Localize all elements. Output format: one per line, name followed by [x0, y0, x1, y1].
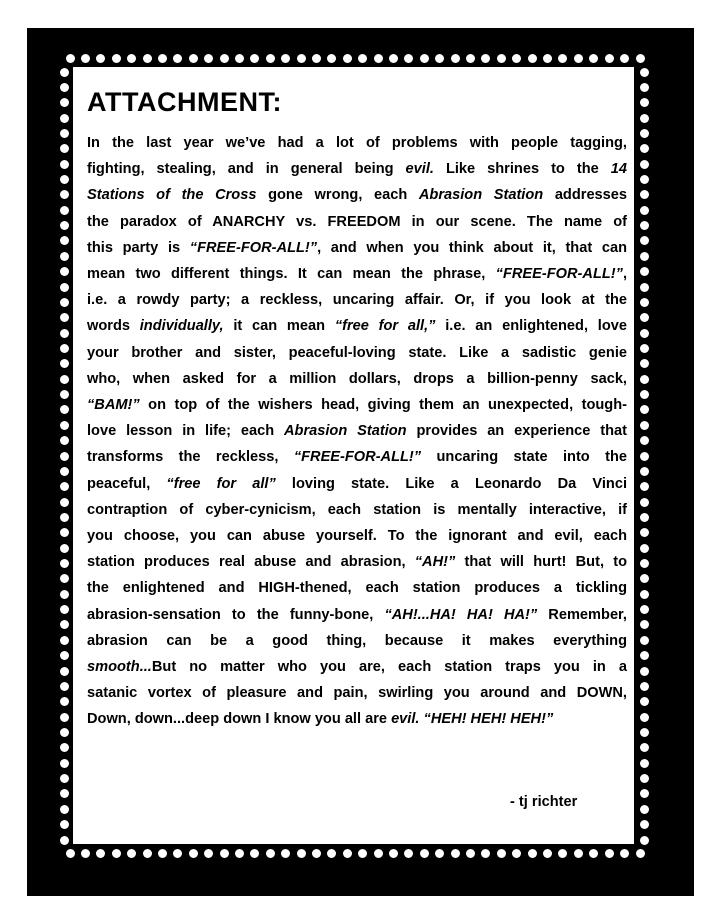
border-dot [698, 341, 707, 350]
border-dot [14, 511, 23, 520]
border-dot [278, 899, 287, 908]
border-dot [698, 295, 707, 304]
border-dot [93, 899, 102, 908]
border-dot [698, 279, 707, 288]
body-text: words [87, 318, 140, 335]
body-line [87, 602, 627, 628]
border-dot [14, 171, 23, 180]
border-dot [665, 15, 674, 24]
border-dot [247, 899, 256, 908]
border-dot [698, 759, 707, 768]
border-dot [417, 15, 426, 24]
border-dot [698, 511, 707, 520]
body-text: peaceful, [87, 475, 167, 492]
border-dot [14, 527, 23, 536]
border-dot [14, 728, 23, 737]
border-dot [510, 899, 519, 908]
border-dot [698, 867, 707, 876]
border-dot [603, 15, 612, 24]
border-dot [618, 15, 627, 24]
border-dot [698, 233, 707, 242]
border-dot [232, 15, 241, 24]
emphasis-text: individually, [139, 318, 224, 335]
border-dot [14, 279, 23, 288]
content-panel [73, 67, 634, 844]
border-dot [77, 15, 86, 24]
border-dot [325, 15, 334, 24]
border-dot [680, 899, 689, 908]
border-dot [14, 558, 23, 567]
border-dot [526, 15, 535, 24]
border-dot [14, 93, 23, 102]
body-text: the paradox of ANARCHY vs. FREEDOM in our scene. The name of [87, 213, 627, 230]
body-line [87, 575, 627, 601]
body-line [87, 235, 627, 261]
border-dot [14, 542, 23, 551]
border-dot [46, 899, 55, 908]
emphasis-text: “AH!” [414, 554, 456, 571]
border-dot [698, 109, 707, 118]
border-dot [698, 403, 707, 412]
border-dot [14, 248, 23, 257]
emphasis-text: Abrasion Station [418, 187, 544, 204]
border-dot [14, 666, 23, 675]
border-dot [14, 774, 23, 783]
body-line [87, 418, 627, 444]
border-dot [186, 899, 195, 908]
border-dot [698, 32, 707, 41]
border-dot [572, 15, 581, 24]
border-dot [698, 310, 707, 319]
border-dot [216, 899, 225, 908]
border-dot [479, 15, 488, 24]
border-dot [155, 899, 164, 908]
border-dot [402, 15, 411, 24]
border-dot [696, 15, 705, 24]
border-dot [680, 15, 689, 24]
body-line [87, 680, 627, 706]
body-text: fighting, stealing, and in general being [87, 161, 406, 178]
border-dot [587, 15, 596, 24]
border-dot [14, 341, 23, 350]
border-dot [14, 449, 23, 458]
border-dot [14, 62, 23, 71]
body-text: this party is [87, 239, 190, 256]
border-dot [698, 573, 707, 582]
border-dot [698, 527, 707, 536]
border-dot [698, 434, 707, 443]
body-line [87, 156, 627, 182]
border-dot [14, 387, 23, 396]
border-dot [572, 899, 581, 908]
border-dot [14, 867, 23, 876]
border-dot [14, 573, 23, 582]
border-dot [665, 899, 674, 908]
border-dot [464, 15, 473, 24]
border-dot [698, 666, 707, 675]
border-dot [698, 186, 707, 195]
border-dot [698, 387, 707, 396]
border-dot [698, 155, 707, 164]
border-dot [417, 899, 426, 908]
emphasis-text: Abrasion Station [284, 423, 407, 440]
border-dot [14, 434, 23, 443]
border-dot [433, 15, 442, 24]
emphasis-text: “free for all” [166, 475, 276, 492]
border-dot [309, 15, 318, 24]
body-text: Down, down...deep down I know you all are [87, 711, 392, 728]
body-text: satanic vortex of pleasure and pain, swirling you around and DOWN, [87, 685, 627, 702]
border-dot [14, 743, 23, 752]
border-dot [698, 589, 707, 598]
border-dot [356, 899, 365, 908]
border-dot [698, 743, 707, 752]
emphasis-text: “FREE-FOR-ALL!” [495, 266, 623, 283]
border-dot [14, 109, 23, 118]
border-dot [14, 32, 23, 41]
border-dot [155, 15, 164, 24]
body-text: provides an experience that [406, 423, 627, 440]
border-dot [108, 15, 117, 24]
border-dot [14, 619, 23, 628]
emphasis-text: evil. [391, 711, 420, 728]
border-dot [14, 295, 23, 304]
document-title: ATTACHMENT: [87, 87, 282, 117]
border-dot [16, 15, 25, 24]
border-dot [14, 759, 23, 768]
body-text: mean two different things. It can mean the phrase, [87, 266, 496, 283]
body-text: loving state. Like a Leonardo Da Vinci [275, 475, 628, 492]
border-dot [698, 264, 707, 273]
border-dot [698, 47, 707, 56]
body-text: you choose, you can abuse yourself. To the ignorant and evil, each [87, 528, 627, 545]
border-dot [340, 899, 349, 908]
border-dot [495, 899, 504, 908]
body-line [87, 471, 627, 497]
border-dot [14, 821, 23, 830]
body-line [87, 497, 627, 523]
border-dot [14, 681, 23, 690]
border-dot [698, 805, 707, 814]
body-text: love lesson in life; each [87, 423, 285, 440]
body-text: abrasion can be a good thing, because it makes everything [87, 632, 627, 649]
border-dot [698, 372, 707, 381]
body-text: station produces real abuse and abrasion, [87, 554, 415, 571]
border-dot [698, 78, 707, 87]
border-dot [698, 496, 707, 505]
body-line [87, 549, 627, 575]
border-dot [14, 496, 23, 505]
border-dot [698, 650, 707, 659]
border-dot [186, 15, 195, 24]
body-line [87, 654, 627, 680]
border-dot [139, 899, 148, 908]
border-dot [232, 899, 241, 908]
border-dot [263, 15, 272, 24]
border-dot [698, 728, 707, 737]
border-dot [526, 899, 535, 908]
border-dot [603, 899, 612, 908]
border-dot [541, 899, 550, 908]
border-dot [698, 325, 707, 334]
border-dot [698, 712, 707, 721]
border-dot [14, 325, 23, 334]
border-dot [46, 15, 55, 24]
signature: - tj richter [510, 794, 578, 810]
border-dot [618, 899, 627, 908]
body-text: i.e. an enlightened, love [435, 318, 627, 335]
border-dot [124, 15, 133, 24]
border-dot [698, 171, 707, 180]
border-dot [14, 883, 23, 892]
border-dot [14, 155, 23, 164]
border-dot [216, 15, 225, 24]
border-dot [698, 604, 707, 613]
border-dot [14, 852, 23, 861]
body-text: that will hurt! But, to [455, 554, 627, 571]
border-dot [14, 589, 23, 598]
border-dot [14, 264, 23, 273]
emphasis-text: “free for all,” [334, 318, 436, 335]
border-dot [698, 124, 707, 133]
border-dot [31, 15, 40, 24]
border-dot [77, 899, 86, 908]
body-text: transforms the reckless, [87, 449, 294, 466]
border-dot [14, 186, 23, 195]
body-text: on top of the wishers head, giving them an unexpected, tough- [139, 397, 627, 414]
border-dot [14, 140, 23, 149]
border-dot [14, 805, 23, 814]
border-dot [356, 15, 365, 24]
border-dot [696, 899, 705, 908]
border-dot [587, 899, 596, 908]
body-text: Like shrines to the [433, 161, 611, 178]
body-line [87, 287, 627, 313]
border-dot [448, 899, 457, 908]
border-dot [698, 821, 707, 830]
border-dot [14, 124, 23, 133]
border-dot [14, 217, 23, 226]
border-dot [386, 899, 395, 908]
border-dot [464, 899, 473, 908]
border-dot [495, 15, 504, 24]
border-dot [556, 15, 565, 24]
emphasis-text: evil. [405, 161, 434, 178]
border-dot [14, 310, 23, 319]
border-dot [698, 558, 707, 567]
border-dot [510, 15, 519, 24]
border-dot [31, 899, 40, 908]
border-dot [448, 15, 457, 24]
border-dot [139, 15, 148, 24]
border-dot [698, 418, 707, 427]
border-dot [124, 899, 133, 908]
border-dot [698, 140, 707, 149]
emphasis-text: “FREE-FOR-ALL!” [293, 449, 422, 466]
body-text: the enlightened and HIGH-thened, each station produces a tickling [87, 580, 627, 597]
body-line [87, 392, 627, 418]
border-dot [14, 465, 23, 474]
body-text: But no matter who you are, each station traps you in a [151, 659, 627, 676]
border-dot [340, 15, 349, 24]
body-text: contraption of cyber-cynicism, each station is mentally interactive, if [87, 501, 627, 518]
body-line [87, 130, 627, 156]
border-dot [698, 62, 707, 71]
border-dot [556, 899, 565, 908]
border-dot [294, 899, 303, 908]
border-dot [698, 635, 707, 644]
border-dot [14, 604, 23, 613]
border-dot [14, 712, 23, 721]
body-line [87, 182, 627, 208]
border-dot [201, 899, 210, 908]
border-dot [698, 202, 707, 211]
border-dot [634, 899, 643, 908]
body-text: gone wrong, each [256, 187, 419, 204]
border-dot [698, 774, 707, 783]
border-dot [62, 899, 71, 908]
body-text: uncaring state into the [421, 449, 628, 466]
emphasis-text: 14 [610, 161, 627, 178]
border-dot [698, 465, 707, 474]
emphasis-text: Stations of the Cross [87, 187, 257, 204]
body-line [87, 706, 627, 732]
border-dot [479, 899, 488, 908]
border-dot [698, 480, 707, 489]
body-line [87, 313, 627, 339]
border-dot [698, 619, 707, 628]
border-dot [278, 15, 287, 24]
border-dot [14, 635, 23, 644]
border-dot [698, 836, 707, 845]
border-dot [649, 899, 658, 908]
border-dot [698, 681, 707, 690]
border-dot [14, 233, 23, 242]
border-dot [698, 356, 707, 365]
emphasis-text: “BAM!” [87, 397, 140, 414]
body-line [87, 209, 627, 235]
border-dot [14, 697, 23, 706]
border-dot [108, 899, 117, 908]
border-dot [698, 449, 707, 458]
border-dot [698, 790, 707, 799]
body-line [87, 444, 627, 470]
border-dot [14, 650, 23, 659]
border-dot [634, 15, 643, 24]
border-dot [698, 217, 707, 226]
border-dot [698, 248, 707, 257]
border-dot [698, 883, 707, 892]
body-text: addresses [543, 187, 628, 204]
border-dot [263, 899, 272, 908]
body-text: your brother and sister, peaceful-loving state. Like a sadistic genie [87, 344, 627, 361]
body-text: i.e. a rowdy party; a reckless, uncaring affair. Or, if you look at the [87, 292, 627, 309]
border-dot [386, 15, 395, 24]
border-dot [170, 899, 179, 908]
border-dot [62, 15, 71, 24]
body-text: who, when asked for a million dollars, drops a billion-penny sack, [87, 370, 627, 387]
body-line [87, 261, 627, 287]
border-dot [541, 15, 550, 24]
document-body [87, 130, 627, 733]
body-text: In the last year we’ve had a lot of problems with people tagging, [87, 135, 627, 151]
body-text: , [622, 266, 627, 283]
emphasis-text: “AH!...HA! HA! HA!” [384, 606, 538, 623]
border-dot [93, 15, 102, 24]
border-dot [294, 15, 303, 24]
border-dot [170, 15, 179, 24]
border-dot [16, 899, 25, 908]
border-dot [649, 15, 658, 24]
border-dot [14, 47, 23, 56]
border-dot [14, 836, 23, 845]
emphasis-text: smooth... [87, 659, 152, 676]
border-dot [698, 542, 707, 551]
border-dot [402, 899, 411, 908]
border-dot [247, 15, 256, 24]
body-line [87, 366, 627, 392]
body-text: , and when you think about it, that can [317, 239, 628, 256]
border-dot [14, 480, 23, 489]
border-dot [14, 372, 23, 381]
border-dot [14, 202, 23, 211]
emphasis-text: “FREE-FOR-ALL!” [189, 239, 318, 256]
border-dot [325, 899, 334, 908]
border-dot [14, 78, 23, 87]
border-dot [14, 403, 23, 412]
border-dot [433, 899, 442, 908]
emphasis-text: “HEH! HEH! HEH!” [423, 711, 554, 728]
border-dot [14, 356, 23, 365]
body-text: it can mean [223, 318, 335, 335]
border-dot [371, 15, 380, 24]
border-dot [371, 899, 380, 908]
border-dot [698, 697, 707, 706]
border-dot [698, 852, 707, 861]
border-dot [14, 418, 23, 427]
body-line [87, 340, 627, 366]
body-text: Remember, [537, 606, 627, 623]
body-line [87, 523, 627, 549]
body-line [87, 628, 627, 654]
border-dot [14, 790, 23, 799]
border-dot [698, 93, 707, 102]
border-dot [201, 15, 210, 24]
body-text: abrasion-sensation to the funny-bone, [87, 606, 385, 623]
border-dot [309, 899, 318, 908]
